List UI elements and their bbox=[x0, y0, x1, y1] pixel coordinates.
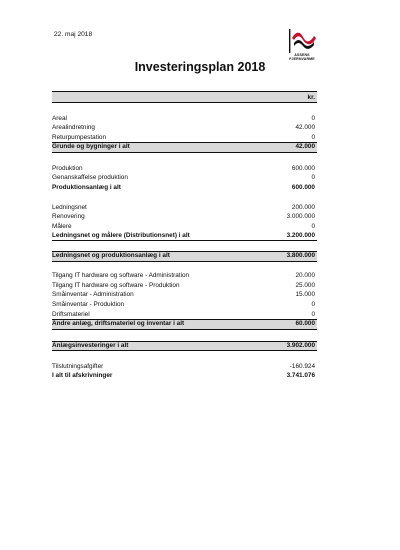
table-row: Tilgang IT hardware og software - Produktion 25.000 bbox=[52, 281, 315, 289]
table-row: Driftsmateriel 0 bbox=[52, 310, 315, 318]
subtotal-row: Grunde og bygninger i alt 42.000 bbox=[52, 142, 317, 153]
table-row: Tilslutningsafgifter -160.924 bbox=[52, 362, 315, 370]
currency-unit: kr. bbox=[307, 93, 315, 101]
table-row: Målere 0 bbox=[52, 223, 315, 231]
table-row: Returpumpestation 0 bbox=[52, 133, 315, 141]
document-date: 22. maj 2018 bbox=[54, 31, 93, 38]
table-row: Ledningsnet 200.000 bbox=[52, 203, 315, 211]
table-header bbox=[52, 91, 317, 103]
table-row: Areal 0 bbox=[52, 114, 315, 122]
table-row: Genanskaffelse produktion 0 bbox=[52, 174, 315, 182]
table-row: Småinventar - Administration 15.000 bbox=[52, 291, 315, 299]
logo-wave-icon bbox=[283, 27, 321, 54]
subtotal-row: Ledningsnet og produktionsanlæg i alt 3.800.000 bbox=[52, 251, 317, 262]
table-row: Småinventar - Produktion 0 bbox=[52, 301, 315, 309]
table-row: Renovering 3.000.000 bbox=[52, 213, 315, 221]
subtotal-row: Andre anlæg, driftsmateriel og inventar i alt 60.000 bbox=[52, 319, 317, 330]
investment-table bbox=[52, 91, 317, 381]
grand-total-row: Anlægsinvesteringer i alt 3.902.000 bbox=[52, 341, 317, 352]
table-row: Arealindretning 42.000 bbox=[52, 124, 315, 132]
final-total-row: I alt til afskrivninger 3.741.076 bbox=[52, 372, 315, 380]
subtotal-row: Produktionsanlæg i alt 600.000 bbox=[52, 183, 315, 191]
page-title: Investeringsplan 2018 bbox=[134, 60, 266, 74]
company-logo bbox=[283, 27, 321, 63]
table-row: Produktion 600.000 bbox=[52, 164, 315, 172]
table-row: Tilgang IT hardware og software - Administration 20.000 bbox=[52, 272, 315, 280]
logo-wordmark: ASSENS FJERNVARME bbox=[289, 53, 315, 61]
subtotal-row: Ledningsnet og målere (Distributionsnet) i alt 3.200.000 bbox=[52, 232, 317, 242]
